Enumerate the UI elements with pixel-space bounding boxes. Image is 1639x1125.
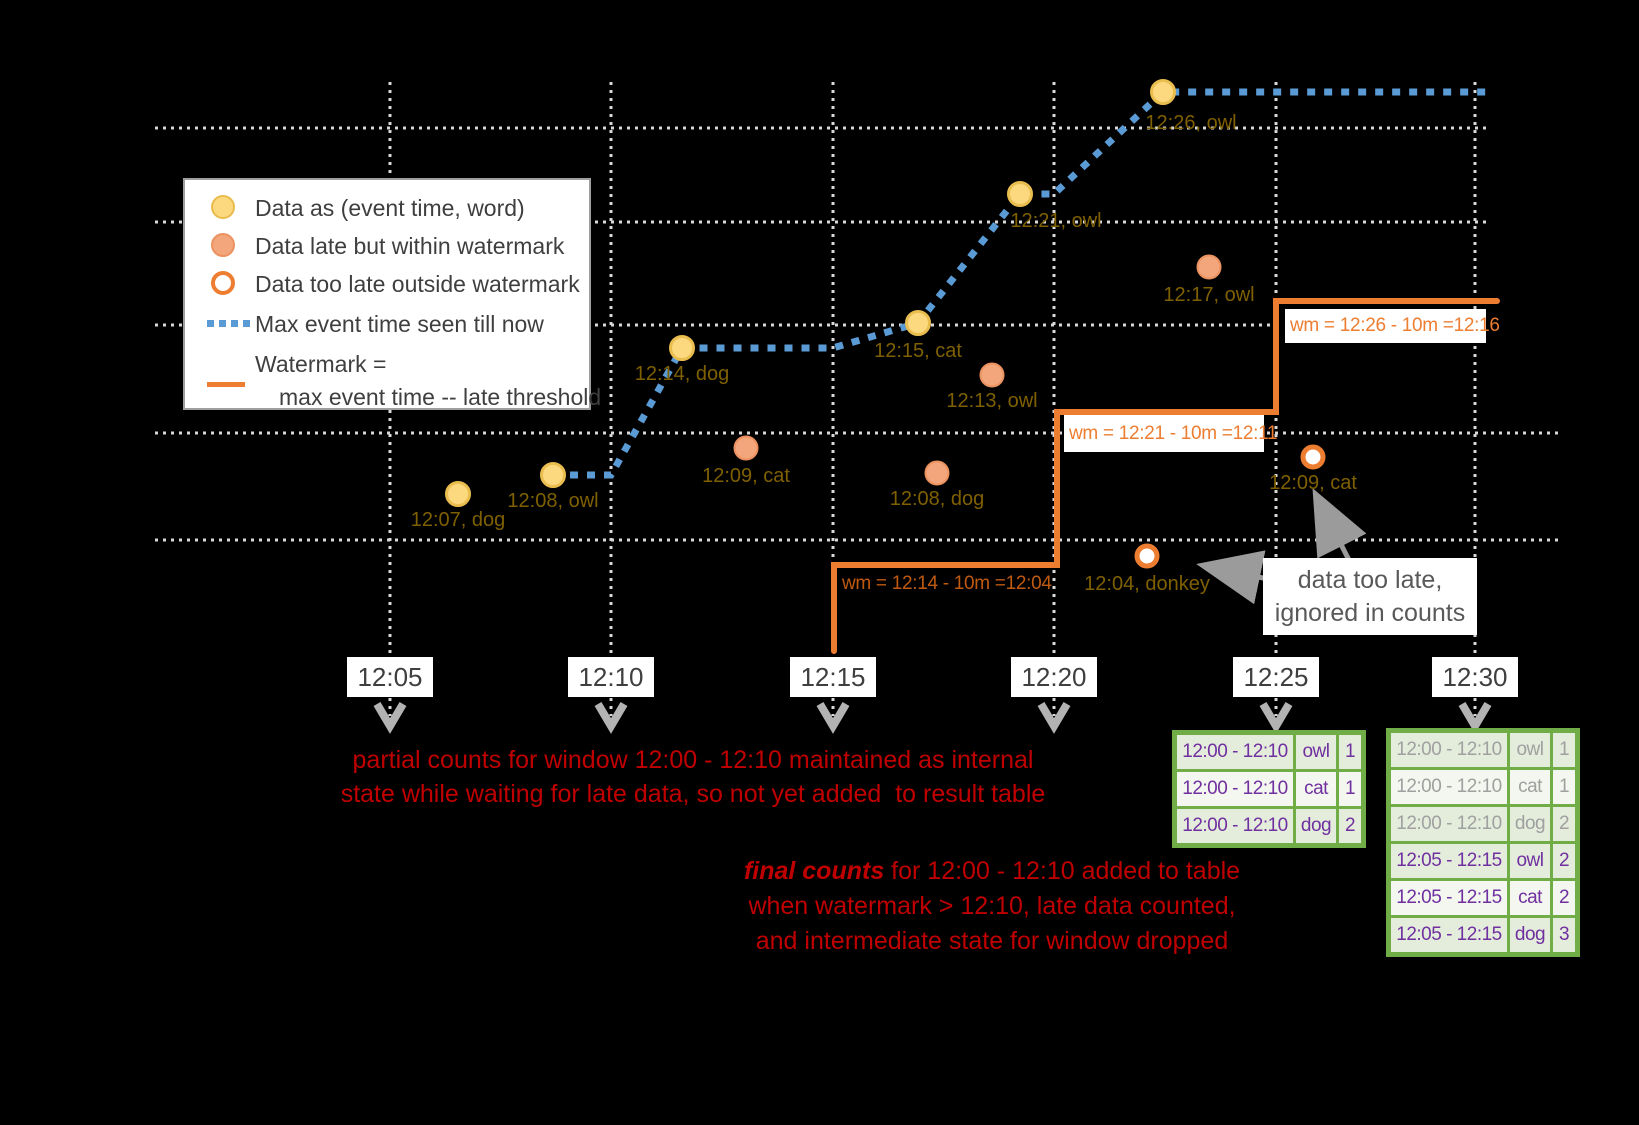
data-point-too-late — [1135, 544, 1160, 569]
annotation-line: data too late, — [1297, 565, 1443, 594]
table-row — [1391, 844, 1575, 878]
table-row — [1391, 881, 1575, 915]
table-cell: 1 — [1339, 772, 1361, 806]
watermark-value-label: wm = 12:26 - 10m =12:16 — [1285, 309, 1486, 343]
table-row — [1177, 735, 1361, 769]
table-cell: cat — [1510, 770, 1550, 804]
orange-line-icon — [207, 382, 245, 387]
table-cell: 2 — [1553, 844, 1575, 878]
table-cell: 1 — [1553, 733, 1575, 767]
table-cell: cat — [1296, 772, 1336, 806]
annotation-line: ignored in counts — [1274, 598, 1466, 627]
data-point-label: 12:17, owl — [1163, 284, 1255, 306]
result-table — [1172, 730, 1366, 848]
table-row — [1177, 809, 1361, 843]
annotation-line: partial counts for window 12:00 - 12:10 maintained as internal — [352, 746, 1034, 774]
table-cell: 3 — [1553, 918, 1575, 952]
table-row — [1391, 770, 1575, 804]
annotation-line: state while waiting for late data, so not yet added to result table — [340, 780, 1046, 808]
table-cell: 12:00 - 12:10 — [1177, 735, 1293, 769]
table-cell: 12:00 - 12:10 — [1391, 733, 1507, 767]
data-point-label: 12:21, owl — [1010, 210, 1102, 232]
data-point-label: 12:15, cat — [874, 340, 962, 362]
legend-label: Data as (event time, word) — [255, 195, 525, 221]
data-point-label: 12:07, dog — [410, 509, 506, 531]
table-cell: 1 — [1339, 735, 1361, 769]
x-axis-tick: 12:30 — [1432, 657, 1518, 697]
table-cell: owl — [1510, 844, 1550, 878]
data-point-late — [734, 436, 759, 461]
legend-label-line2: max event time -- late threshold — [279, 384, 602, 410]
table-cell: 12:05 - 12:15 — [1391, 881, 1507, 915]
watermark-value-label: wm = 12:14 - 10m =12:04 — [842, 573, 1052, 594]
table-cell: 2 — [1553, 881, 1575, 915]
final-counts-emphasis: final counts — [743, 857, 885, 885]
table-cell: dog — [1510, 807, 1550, 841]
legend-label: Data late but within watermark — [255, 233, 565, 259]
table-cell: 12:00 - 12:10 — [1391, 807, 1507, 841]
table-cell: 2 — [1339, 809, 1361, 843]
x-axis-tick: 12:20 — [1011, 657, 1097, 697]
table-cell: 1 — [1553, 770, 1575, 804]
data-point-late — [925, 461, 950, 486]
legend-label: Max event time seen till now — [255, 311, 544, 337]
x-axis-tick: 12:15 — [790, 657, 876, 697]
data-point-late — [1197, 255, 1222, 280]
x-axis-tick: 12:25 — [1233, 657, 1319, 697]
data-point-on-time — [540, 462, 566, 488]
data-point-label: 12:09, cat — [1269, 472, 1357, 494]
annotation-line: when watermark > 12:10, late data counted, — [748, 892, 1236, 920]
data-point-on-time — [1007, 181, 1033, 207]
annotation-too-late-note — [1263, 558, 1477, 635]
legend-label: Data too late outside watermark — [255, 271, 580, 297]
table-cell: 12:00 - 12:10 — [1177, 809, 1293, 843]
table-cell: dog — [1296, 809, 1336, 843]
blue-dashed-line-icon — [207, 320, 251, 327]
data-point-label: 12:09, cat — [702, 465, 790, 487]
data-point-on-time — [905, 310, 931, 336]
annotation-line: final counts for 12:00 - 12:10 added to table — [743, 857, 1241, 885]
table-row — [1177, 772, 1361, 806]
legend-label: Watermark = — [255, 351, 387, 377]
watermark-value-label: wm = 12:21 - 10m =12:11 — [1064, 415, 1264, 452]
table-row — [1391, 733, 1575, 767]
table-cell: 12:00 - 12:10 — [1391, 770, 1507, 804]
data-point-on-time — [445, 481, 471, 507]
table-cell: owl — [1296, 735, 1336, 769]
x-axis-tick: 12:10 — [568, 657, 654, 697]
annotation-line: and intermediate state for window dropped — [755, 927, 1229, 955]
data-point-on-time — [669, 335, 695, 361]
table-cell: 12:05 - 12:15 — [1391, 844, 1507, 878]
data-point-label: 12:08, dog — [889, 488, 985, 510]
table-row — [1391, 918, 1575, 952]
table-cell: cat — [1510, 881, 1550, 915]
data-point-on-time — [1150, 79, 1176, 105]
annotation-partial-counts — [288, 743, 1098, 811]
annotation-final-counts — [682, 854, 1302, 959]
salmon-dot-icon — [211, 233, 235, 257]
table-cell: 12:05 - 12:15 — [1391, 918, 1507, 952]
data-point-label: 12:13, owl — [946, 390, 1038, 412]
data-point-late — [980, 363, 1005, 388]
x-axis-tick: 12:05 — [347, 657, 433, 697]
data-point-too-late — [1301, 445, 1326, 470]
data-point-label: 12:14, dog — [634, 363, 730, 385]
data-point-label: 12:08, owl — [507, 490, 599, 512]
table-cell: owl — [1510, 733, 1550, 767]
yellow-dot-icon — [211, 195, 235, 219]
open-circle-icon — [211, 271, 235, 295]
table-cell: 12:00 - 12:10 — [1177, 772, 1293, 806]
table-cell: dog — [1510, 918, 1550, 952]
max-event-time-line — [553, 92, 1490, 475]
legend — [183, 178, 602, 410]
table-row — [1391, 807, 1575, 841]
result-table — [1386, 728, 1580, 957]
data-point-label: 12:04, donkey — [1084, 573, 1210, 595]
table-cell: 2 — [1553, 807, 1575, 841]
data-point-label: 12:26, owl — [1145, 112, 1237, 134]
